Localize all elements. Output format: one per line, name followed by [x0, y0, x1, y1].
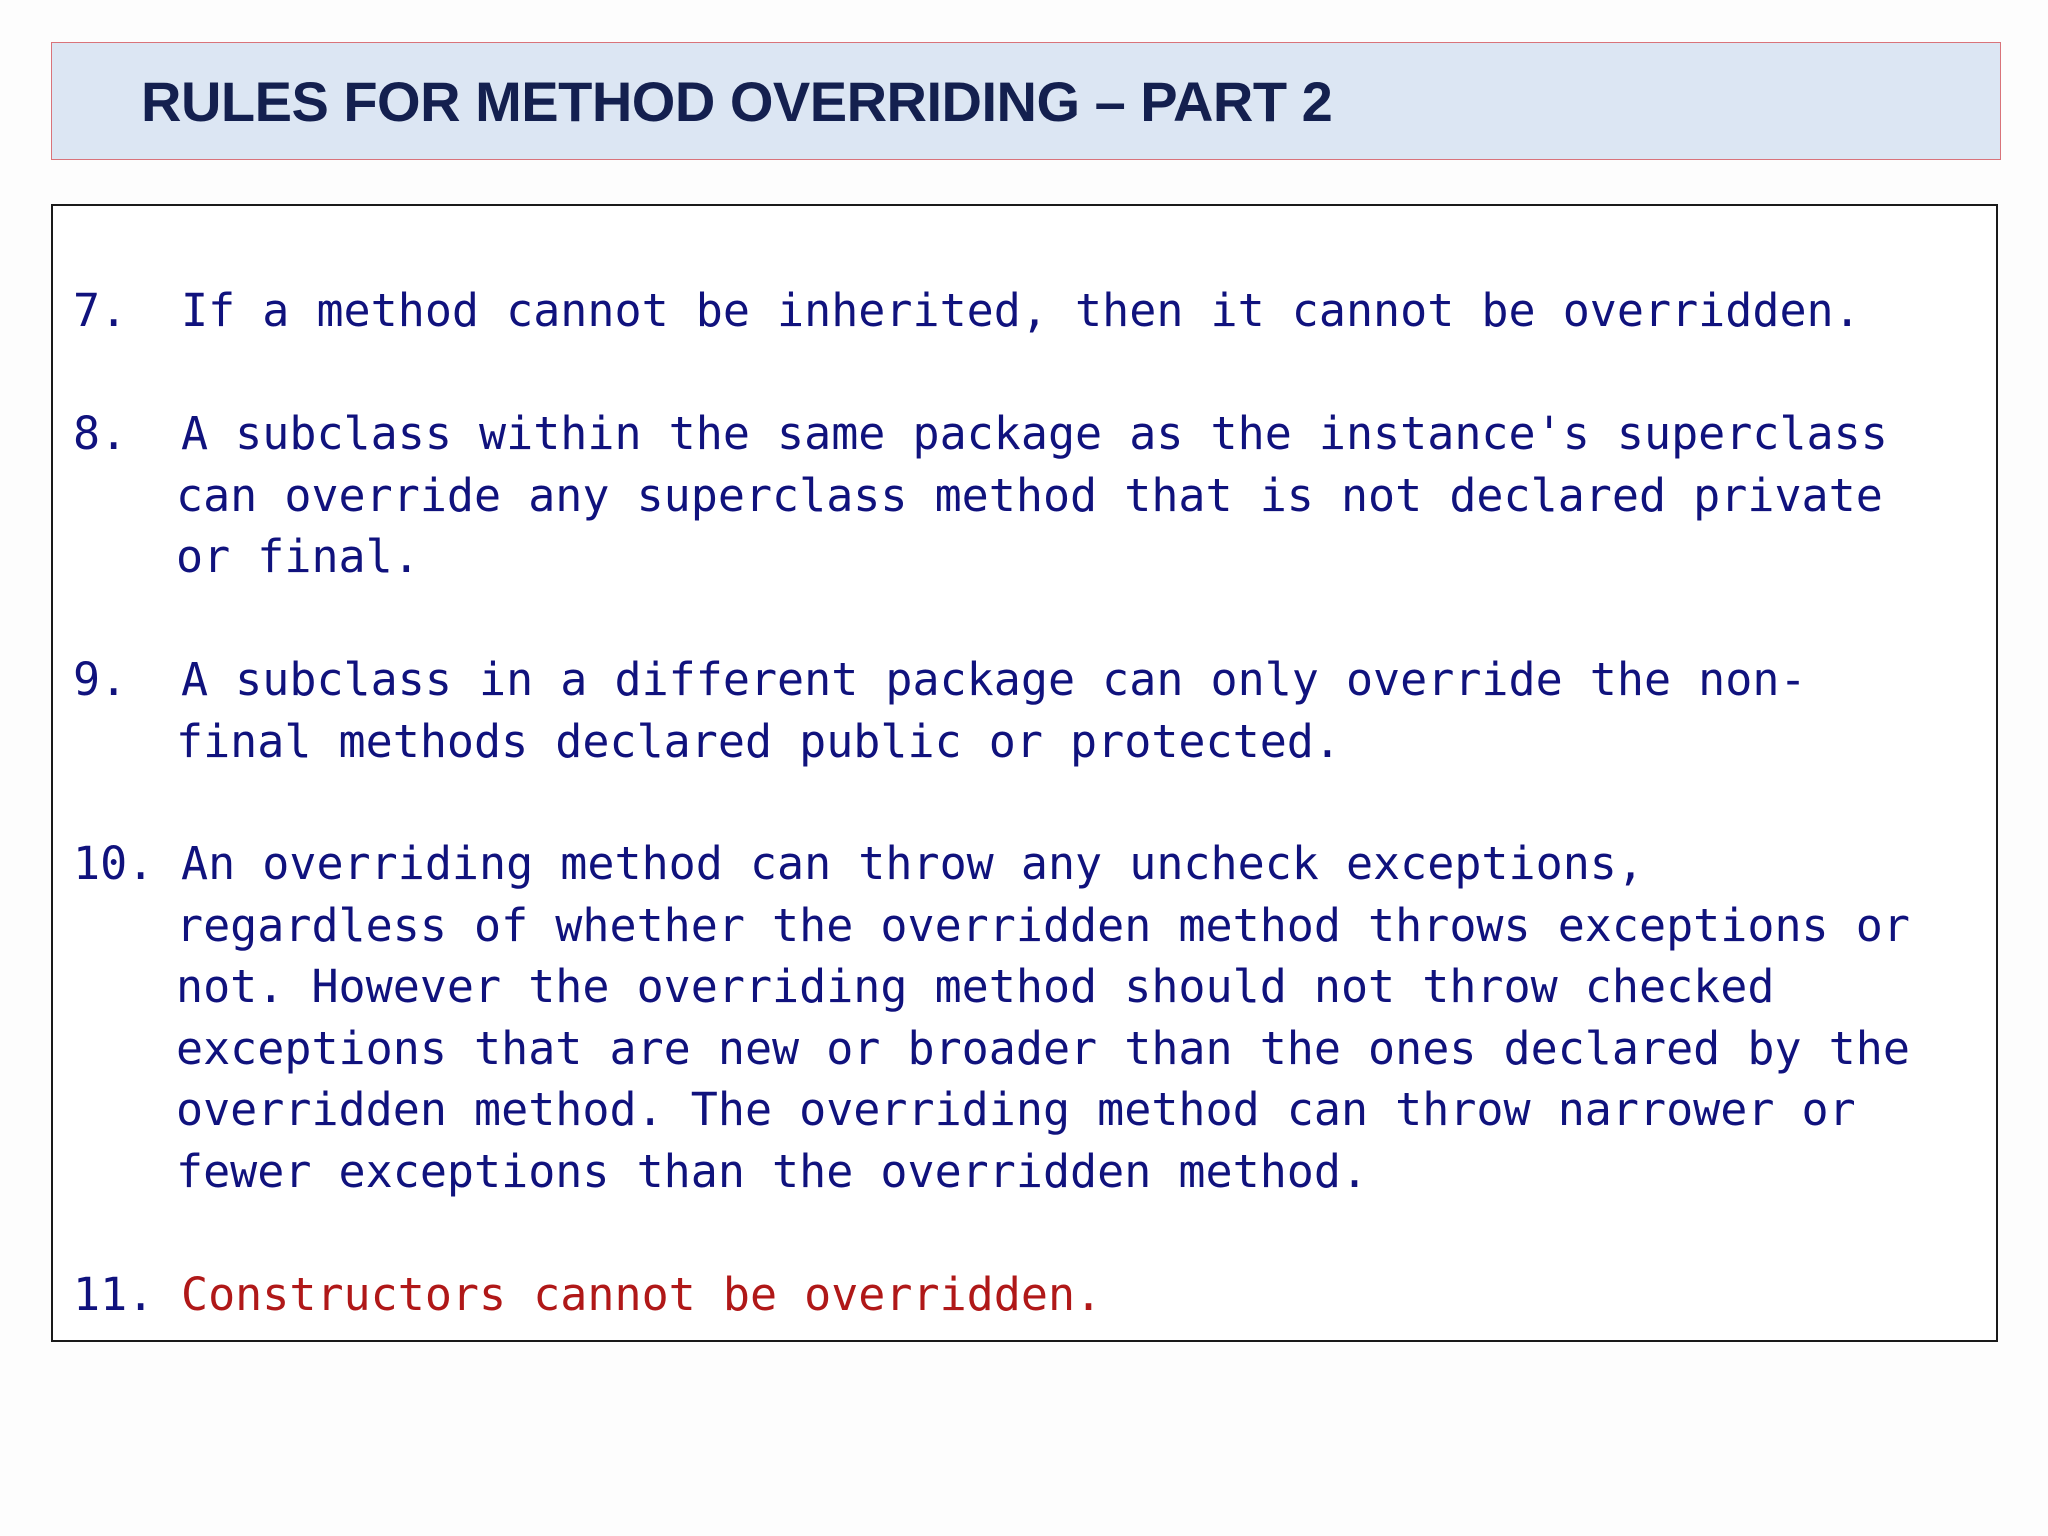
rule-number: 9. [73, 653, 128, 706]
rule-text: An overriding method can throw any uncheck exceptions, [181, 837, 1644, 890]
rule-text-highlighted: Constructors cannot be overridden. [181, 1268, 1103, 1321]
rule-line [73, 280, 1998, 342]
rule-line: overridden method. The overriding method can throw narrower or [176, 1083, 1856, 1137]
rule-line [73, 403, 1998, 465]
rule-item [73, 649, 1998, 772]
rule-line: exceptions that are new or broader than the ones declared by the [176, 1021, 1910, 1075]
rule-item [73, 833, 1998, 1203]
rule-number: 10. [73, 837, 155, 890]
rule-number: 7. [73, 284, 128, 337]
rule-number: 8. [73, 407, 128, 460]
rule-line [73, 649, 1998, 711]
rule-text: A subclass within the same package as the instance's superclass [181, 407, 1888, 460]
rule-text: If a method cannot be inherited, then it cannot be overridden. [181, 284, 1861, 337]
title-bar [51, 42, 2001, 160]
rule-item [73, 280, 1998, 342]
rule-item [73, 1264, 1998, 1326]
rule-text: A subclass in a different package can only override the non- [181, 653, 1807, 706]
rules-box [51, 204, 1998, 1342]
rule-line: can override any superclass method that is not declared private [176, 468, 1883, 522]
rule-number: 11. [73, 1268, 155, 1321]
rule-line [73, 1264, 1998, 1326]
slide-title: RULES FOR METHOD OVERRIDING – PART 2 [141, 70, 1333, 133]
rule-line: regardless of whether the overridden method throws exceptions or [176, 898, 1910, 952]
rule-line [73, 833, 1998, 895]
rule-line: fewer exceptions than the overridden method. [176, 1144, 1369, 1198]
rule-line: final methods declared public or protected. [176, 714, 1341, 768]
rule-line: not. However the overriding method should not throw checked [176, 960, 1775, 1014]
rule-line: or final. [176, 530, 420, 584]
rule-item [73, 403, 1998, 588]
